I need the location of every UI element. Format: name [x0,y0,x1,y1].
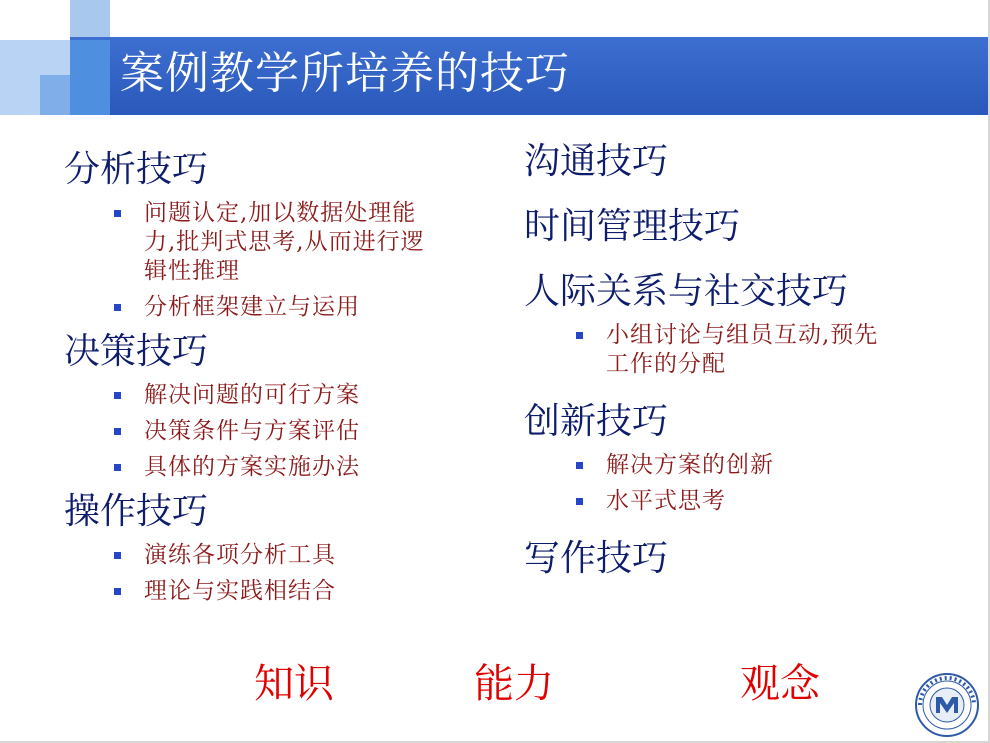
footer-word-ability: 能力 [474,661,554,707]
decor-square [40,75,70,115]
bullet-marker [114,464,121,471]
slide-title: 案例教学所培养的技巧 [120,48,570,99]
heading-innovation: 创新技巧 [524,401,669,442]
bullet-text: 水平式思考 [606,488,726,514]
bullet-marker [114,552,121,559]
bullet-marker [114,428,121,435]
bullet-text: 小组讨论与组员互动,预先 [606,322,879,348]
bullet-text: 问题认定,加以数据处理能 [144,200,417,226]
footer-word-knowledge: 知识 [254,661,334,707]
heading-operation: 操作技巧 [64,491,209,532]
bullet-text: 解决问题的可行方案 [144,382,360,408]
bullet-text: 解决方案的创新 [606,452,774,478]
bullet-text: 辑性推理 [144,258,240,284]
decor-square [70,40,110,115]
bullet-text: 理论与实践相结合 [144,578,336,604]
bullet-text: 分析框架建立与运用 [144,294,360,320]
bullet-marker [114,392,121,399]
bullet-text: 演练各项分析工具 [144,542,336,568]
footer-word-concept: 观念 [740,661,820,707]
bullet-text: 具体的方案实施办法 [144,454,360,480]
heading-analysis: 分析技巧 [64,149,209,190]
bullet-marker [114,588,121,595]
bullet-marker [114,304,121,311]
bullet-marker [576,462,583,469]
heading-writing: 写作技巧 [524,538,669,579]
decor-square [70,0,110,40]
bullet-text: 决策条件与方案评估 [144,418,360,444]
bullet-marker [576,332,583,339]
heading-communication: 沟通技巧 [524,141,669,182]
bullet-marker [576,498,583,505]
heading-time-management: 时间管理技巧 [524,206,741,247]
bullet-text: 工作的分配 [606,351,726,377]
heading-decision: 决策技巧 [64,331,209,372]
school-of-management-seal-icon [914,672,980,738]
bullet-text: 力,批判式思考,从而进行逻 [144,229,425,255]
heading-interpersonal: 人际关系与社交技巧 [524,271,849,312]
bullet-marker [114,210,121,217]
